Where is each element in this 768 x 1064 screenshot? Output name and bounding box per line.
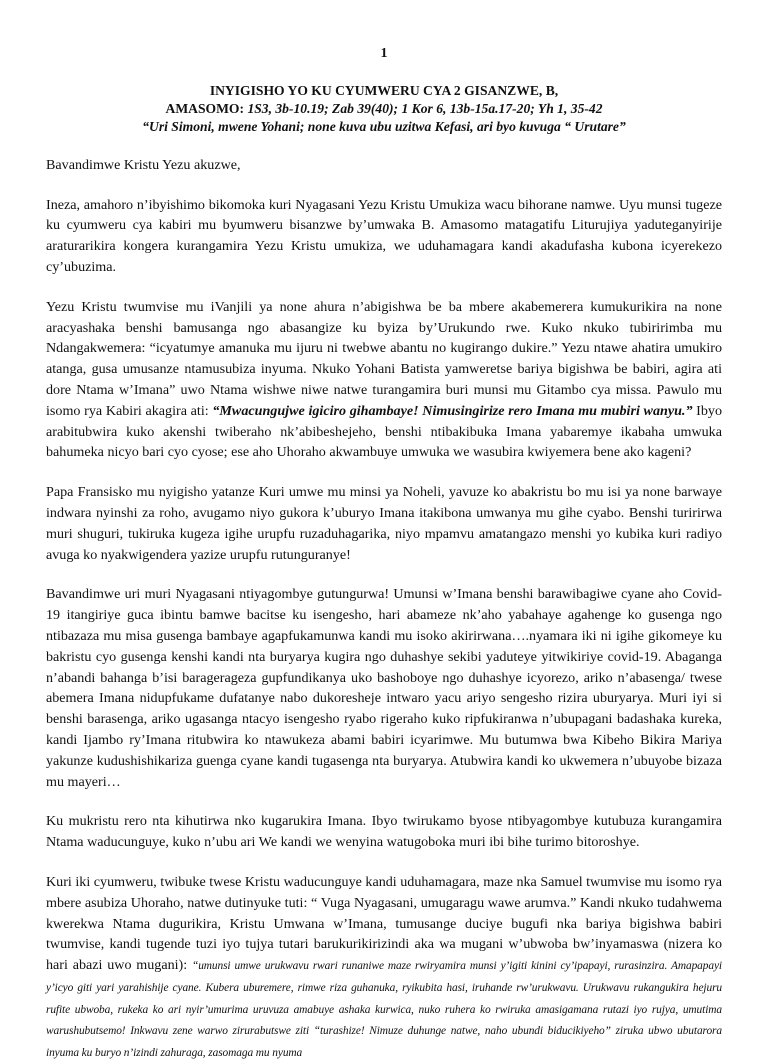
paragraph-covid: Bavandimwe uri muri Nyagasani ntiyagombye gutungurwa! Umunsi w’Imana benshi barawibagiwe cyane aho Covid-19 itangiriye guca ibintu bamwe bacitse ku isengesho, hari abameze nk’aho yabahaye agahenge ko gusenga ngo ntibazaza mu misa gusenga bambaye agapfukamunwa kandi mu isoko akirirwana….nyamara iki ni igihe gikomeye ku bakristu cyo gusenga kenshi kandi nta buryarya kugira ngo duhashye sekibi yaduteye yitwikiriye covid-19. Abaganga n’abandi bahanga b’isi baragerageza gupfundikanya uko bashoboye ngo duhashye icyorezo, ariko n’abasenga/ twese abemera Imana nidupfukame dufatanye nabo dukoresheje intwaro yacu ariyo sengesho rizira uburyarya. Muri iyi si benshi barasenga, ariko ugasanga ntacyo isengesho ryabo rigeraho kuko ripfukiranwa n’ubupagani badashaka kureka, kandi Ijambo ry’Imana ritubwira ko ntawukeza abami babiri icyarimwe. Mu butumwa bwa Kibeho Bikira Mariya yakunze kudushishikariza guenga cyane kandi tugasenga nta buryarya. Atubwira kandi ko ukwemera n’ubuyobe bizaza mu mayeri…: [46, 586, 722, 790]
paragraph-samuel: [46, 872, 722, 1064]
paragraph-intro: Ineza, amahoro n’ibyishimo bikomoka kuri Nyagasani Yezu Kristu Umukiza wacu bihorane namwe. Uyu munsi tugeze ku cyumweru cya kabiri mu byumweru bisanzwe by’umwaka B. Amasomo matagatifu Liturujiya yaduteganyirije araturarikira kongera kurangamira Yezu Kristu umukiza, we uduhamagara kandi akadufasha kubona icyerekezo cy’ubuzima.: [46, 196, 722, 275]
readings-references: 1S3, 3b-10.19; Zab 39(40); 1 Kor 6, 13b-15a.17-20; Yh 1, 35-42: [247, 100, 603, 116]
pawulo-quote: “Mwacungujwe igiciro gihambaye! Nimusingirize rero Imana mu mubiri wanyu.”: [212, 402, 693, 419]
handwritten-fable: “umunsi umwe urukwavu rwari runaniwe maze rwiryamira munsi y’igiti kinini cy’ipapayi, rurasinzira. Amapapayi y’icyo giti yari yarahishije cyane. Kubera uburemere, rimwe riza guhanuka, ryikubita hasi, iruhande rw’urukwavu. Urukwavu rukangukira hejuru rufite ubwoba, rukeka ko ari nyir’umurima uruvuza amabuye ashaka kurwica, nuko ruhera ko rwiruka amasigamana rutazi iyo rujya, umutima warushubutsemo! Inkwavu zene warwo zirurabutswe ziti “turashize! Nimuze duhunge natwe, naho ubundi biducikiyeho” ziruka ubwo ubutarora inyuma ku buryo n’izindi zahuraga, zasomaga mu nyuma: [46, 960, 722, 1060]
readings-line: [46, 100, 722, 118]
greeting: Bavandimwe Kristu Yezu akuzwe,: [46, 156, 241, 173]
epigraph-quote: “Uri Simoni, mwene Yohani; none kuva ubu uzitwa Kefasi, ari byo kuvuga “ Urutare”: [142, 118, 626, 134]
paragraph-return: Ku mukristu rero nta kihutirwa nko kugarukira Imana. Ibyo twirukamo byose ntibyagombye kutubuza kurangamira Ntama waducunguye, kuko n’ubu ari We kandi we wenyina watugoboka muri ibi bihe turimo bitoroshye.: [46, 813, 722, 851]
paragraph-gospel-text-b: Ibyo arabitubwira kuko akenshi twiberaho nk’abibeshejeho, benshi ntibakibuka Imana yabaremye ikabaha umwuka bahumeka nicyo bari cyo cyose; ese aho Uhoraho akwambuye umwuka we wasubira kwiyemera bene ako kageni?: [46, 402, 723, 461]
paragraph-samuel-text: Kuri iki cyumweru, twibuke twese Kristu waducunguye kandi uduhamagara, maze nka Samuel twumvise mu isomo rya mbere asubiza Uhoraho, natwe dutinyuke tuti: “ Vuga Nyagasani, umugaragu wawe arumva.” Kandi nkuko tudahwema kwerekwa Ntama dugurikira, Kristu Umwana w’Imana, tumusange duciye bugufi nka bariya bigishwa babiri twumvise, kandi tugende tuzi iyo tujya tutari barukurikirizindi aka wa mugani w’ubwoba bw’inyamaswa (nizera ko hari abazi uwo mugani):: [46, 873, 722, 974]
sermon-title: INYIGISHO YO KU CYUMWERU CYA 2 GISANZWE, B,: [209, 82, 559, 98]
paragraph-gospel: [46, 297, 722, 463]
page-number: 1: [380, 46, 388, 61]
paragraph-pope: Papa Fransisko mu nyigisho yatanze Kuri umwe mu minsi ya Noheli, yavuze ko abakristu bo mu isi ya none barwaye indwara nyinshi za roho, avugamo niyo gukora k’uburyo Imana itakibona umwanya mu gihe cyabo. Benshi turirirwa muri shuguri, tukiruka kugeza igihe urupfu ruzaduhagarika, niyo mpamvu amatangazo menshi yo kubika kuri radiyo avuga ko nyakwigendera yazize urupfu rutunguranye!: [46, 484, 722, 563]
readings-label: AMASOMO:: [165, 100, 245, 116]
paragraph-gospel-text-a: Yezu Kristu twumvise mu iVanjili ya none ahura n’abigishwa be ba mbere akabemerera kumukurikira na none aracyashaka benshi bamusanga ngo abasangize ku byiza by’Urukundo rwe. Kuko nkuko tubiririmba mu Ndangakwemera: “icyatumye amanuka mu ijuru ni twebwe abantu no kugirango dukire.” Yezu ntawe ahatira umukiro atanga, gusa umusanze ntamusubiza inyuma. Nkuko Yohani Batista yamweretse bariya bigishwa be babiri, agira ati dore Ntama w’Imana” uwo Ntama wishwe niwe natwe turangamira buri munsi mu Gitambo cya missa. Pawulo mu isomo rya Kabiri akagira ati:: [46, 298, 722, 419]
